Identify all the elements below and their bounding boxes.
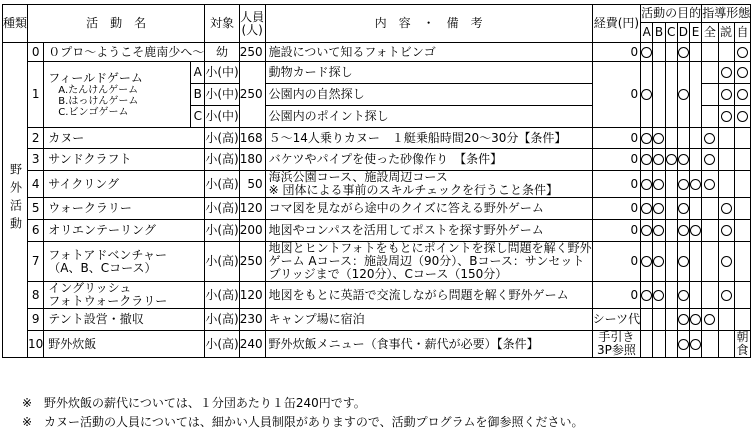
guidance-cell [702, 106, 718, 128]
purpose-col-b: B [653, 23, 665, 43]
activity-name: サンドクラフト [44, 149, 205, 171]
circle-mark-icon [704, 154, 715, 165]
purpose-cell [665, 62, 677, 128]
circle-mark-icon [653, 290, 664, 301]
purpose-cell [641, 331, 653, 358]
guidance-cell [734, 242, 750, 282]
row-number: 5 [28, 198, 44, 220]
sub-activity-a: A.たんけんゲーム [58, 84, 139, 96]
purpose-cell [653, 309, 665, 331]
activity-name: 野外炊飯 [44, 331, 205, 358]
content: 施設について知るフォトビンゴ [265, 43, 592, 62]
notes [22, 394, 583, 432]
activity-name: フィールドゲーム [48, 70, 143, 85]
purpose-cell [689, 128, 701, 149]
circle-mark-icon [721, 203, 732, 214]
circle-mark-icon [690, 179, 701, 190]
part-label: A [191, 62, 205, 84]
circle-mark-icon [678, 89, 689, 100]
people: 250 [239, 43, 265, 62]
guidance-cell [718, 171, 734, 198]
cost: 0 [592, 282, 641, 309]
guidance-cell [734, 198, 750, 220]
table-row [3, 331, 751, 358]
circle-mark-icon [704, 314, 715, 325]
circle-mark-icon [653, 203, 664, 214]
purpose-cell [653, 198, 665, 220]
people: 120 [239, 198, 265, 220]
circle-mark-icon [678, 256, 689, 267]
circle-mark-icon [666, 154, 677, 165]
purpose-cell [641, 128, 653, 149]
activity-table [2, 4, 751, 358]
activity-name-line2: （A、B、Cコース） [48, 260, 157, 275]
purpose-cell [677, 242, 689, 282]
target: 小(中) [205, 84, 239, 106]
row-number: 7 [28, 242, 44, 282]
circle-mark-icon [678, 203, 689, 214]
purpose-col-d: D [677, 23, 689, 43]
content-line: ブリッジまで（120分）、Cコース（150分） [268, 267, 508, 281]
table-row [3, 62, 751, 84]
guidance-cell [734, 220, 750, 242]
target: 小(高) [205, 282, 239, 309]
target: 小(高) [205, 198, 239, 220]
guidance-cell [702, 43, 718, 62]
row-number: 6 [28, 220, 44, 242]
circle-mark-icon [721, 256, 732, 267]
guidance-cell [734, 128, 750, 149]
purpose-cell [665, 242, 677, 282]
cost: 0 [592, 171, 641, 198]
purpose-cell [665, 171, 677, 198]
table-row [3, 242, 751, 282]
activity-name: イングリッシュ [48, 281, 132, 295]
circle-mark-icon [721, 225, 732, 236]
sub-activity-c: C.ビンゴゲーム [58, 106, 129, 118]
target: 小(高) [205, 242, 239, 282]
purpose-cell [665, 149, 677, 171]
activity-name: ウォークラリー [44, 198, 205, 220]
activity-name: サイクリング [44, 171, 205, 198]
purpose-cell [641, 282, 653, 309]
table-row [3, 43, 751, 62]
purpose-cell [641, 149, 653, 171]
part-label: C [191, 106, 205, 128]
circle-mark-icon [641, 256, 652, 267]
purpose-cell [641, 198, 653, 220]
note-line: ※ カヌー活動の人員については、細かい人員制限がありますので、活動プログラムを御参照ください。 [22, 415, 584, 429]
target: 小(中) [205, 62, 239, 84]
cost: 0 [592, 198, 641, 220]
guidance-col-all: 全 [702, 23, 718, 43]
guidance-cell [734, 62, 750, 84]
circle-mark-icon [641, 47, 652, 58]
row-number: 8 [28, 282, 44, 309]
circle-mark-icon [653, 225, 664, 236]
guidance-cell [718, 198, 734, 220]
circle-mark-icon [737, 89, 748, 100]
activity-name: ０プロ～ようこそ鹿南少へ～ [44, 43, 205, 62]
content: コマ図を見ながら途中のクイズに答える野外ゲーム [265, 198, 592, 220]
purpose-cell [689, 43, 701, 62]
circle-mark-icon [704, 133, 715, 144]
guidance-cell [702, 171, 718, 198]
category-label: 野外活動 [8, 162, 23, 235]
purpose-cell [665, 282, 677, 309]
circle-mark-icon [653, 179, 664, 190]
guidance-cell [734, 149, 750, 171]
purpose-cell [641, 62, 653, 128]
activity-name-cell [44, 62, 191, 128]
people: 250 [239, 242, 265, 282]
content-line: 地図とヒントフォトをもとにポイントを探し問題を解く野外 [268, 241, 592, 255]
circle-mark-icon [641, 89, 652, 100]
content: 公園内の自然探し [265, 84, 592, 106]
circle-mark-icon [641, 133, 652, 144]
purpose-cell [641, 220, 653, 242]
purpose-cell [689, 62, 701, 128]
activity-name-cell [44, 242, 205, 282]
header-activity-name: 活 動 名 [28, 5, 205, 43]
circle-mark-icon [721, 67, 732, 78]
purpose-col-e: E [689, 23, 701, 43]
circle-mark-icon [721, 111, 732, 122]
header-purpose: 活動の目的 [641, 5, 702, 23]
purpose-cell [689, 282, 701, 309]
table-row [3, 220, 751, 242]
activity-name: カヌー [44, 128, 205, 149]
table-row [3, 128, 751, 149]
purpose-cell [641, 171, 653, 198]
purpose-cell [689, 242, 701, 282]
circle-mark-icon [678, 339, 689, 350]
table-row [3, 171, 751, 198]
category-cell [3, 43, 28, 358]
target: 幼 [205, 43, 239, 62]
cost: 0 [592, 220, 641, 242]
row-number: 10 [28, 331, 44, 358]
guidance-cell [734, 282, 750, 309]
guidance-cell [718, 106, 734, 128]
guidance-cell [718, 282, 734, 309]
guidance-note: 朝食 [734, 331, 750, 358]
purpose-cell [689, 149, 701, 171]
circle-mark-icon [678, 225, 689, 236]
target: 小(高) [205, 331, 239, 358]
guidance-cell [734, 84, 750, 106]
guidance-cell [718, 242, 734, 282]
target: 小(高) [205, 171, 239, 198]
cost: 0 [592, 242, 641, 282]
people: 230 [239, 309, 265, 331]
sub-activity-b: B.はっけんゲーム [58, 95, 139, 107]
circle-mark-icon [653, 154, 664, 165]
circle-mark-icon [721, 89, 732, 100]
header-cost: 経費(円) [592, 5, 641, 43]
guidance-cell [718, 309, 734, 331]
guidance-cell [702, 149, 718, 171]
circle-mark-icon [678, 47, 689, 58]
content: 公園内のポイント探し [265, 106, 592, 128]
content: 動物カード探し [265, 62, 592, 84]
guidance-col-explain: 説 [718, 23, 734, 43]
content-cell [265, 242, 592, 282]
row-number: 0 [28, 43, 44, 62]
guidance-cell [718, 149, 734, 171]
purpose-cell [689, 220, 701, 242]
guidance-cell [718, 62, 734, 84]
header-category: 種類 [3, 5, 28, 43]
purpose-cell [665, 128, 677, 149]
guidance-cell [702, 84, 718, 106]
guidance-cell [734, 43, 750, 62]
purpose-cell [665, 43, 677, 62]
purpose-cell [677, 171, 689, 198]
guidance-cell [718, 43, 734, 62]
guidance-cell [718, 331, 734, 358]
part-label: B [191, 84, 205, 106]
circle-mark-icon [641, 290, 652, 301]
purpose-cell [653, 220, 665, 242]
purpose-cell [677, 128, 689, 149]
guidance-cell [734, 309, 750, 331]
guidance-col-self: 自 [734, 23, 750, 43]
circle-mark-icon [641, 225, 652, 236]
guidance-cell [702, 242, 718, 282]
header-target: 対象 [205, 5, 239, 43]
table-row [3, 198, 751, 220]
circle-mark-icon [690, 314, 701, 325]
circle-mark-icon [737, 67, 748, 78]
table-row [3, 309, 751, 331]
row-number: 3 [28, 149, 44, 171]
people: 168 [239, 128, 265, 149]
circle-mark-icon [690, 339, 701, 350]
circle-mark-icon [737, 47, 748, 58]
cost: 0 [592, 149, 641, 171]
purpose-col-c: C [665, 23, 677, 43]
cost: 0 [592, 43, 641, 62]
guidance-cell [718, 84, 734, 106]
purpose-cell [665, 309, 677, 331]
content-cell [265, 171, 592, 198]
people: 180 [239, 149, 265, 171]
purpose-cell [653, 242, 665, 282]
circle-mark-icon [690, 225, 701, 236]
circle-mark-icon [653, 256, 664, 267]
content-line: ※ 団体による事前のスキルチェックを行うこと条件】 [268, 183, 558, 197]
circle-mark-icon [678, 154, 689, 165]
purpose-cell [689, 198, 701, 220]
purpose-cell [689, 309, 701, 331]
purpose-cell [677, 62, 689, 128]
note-line: ※ 野外炊飯の薪代については、１分団あたり１缶240円です。 [22, 396, 366, 410]
purpose-cell [641, 309, 653, 331]
purpose-cell [641, 242, 653, 282]
guidance-cell [718, 128, 734, 149]
purpose-cell [653, 128, 665, 149]
circle-mark-icon [641, 179, 652, 190]
content: 地図をもとに英語で交流しながら問題を解く野外ゲーム [265, 282, 592, 309]
cost: 手引き3P参照 [592, 331, 641, 358]
content: キャンプ場に宿泊 [265, 309, 592, 331]
guidance-cell [702, 62, 718, 84]
guidance-cell [702, 309, 718, 331]
purpose-cell [677, 43, 689, 62]
purpose-cell [677, 309, 689, 331]
purpose-cell [653, 149, 665, 171]
guidance-cell [702, 331, 718, 358]
target: 小(中) [205, 106, 239, 128]
content: 野外炊飯メニュー（食事代・薪代が必要）【条件】 [265, 331, 592, 358]
activity-name-line2: フォトウォークラリー [48, 294, 168, 308]
row-number: 4 [28, 171, 44, 198]
header-people: 人員(人) [239, 5, 265, 43]
purpose-cell [677, 220, 689, 242]
row-number: 1 [28, 62, 44, 128]
people: 250 [239, 62, 265, 128]
guidance-cell [734, 106, 750, 128]
activity-name: フォトアドベンチャー [48, 247, 167, 262]
guidance-cell [702, 128, 718, 149]
circle-mark-icon [678, 179, 689, 190]
circle-mark-icon [704, 179, 715, 190]
purpose-cell [677, 282, 689, 309]
purpose-cell [665, 220, 677, 242]
target: 小(高) [205, 149, 239, 171]
circle-mark-icon [737, 111, 748, 122]
purpose-cell [653, 62, 665, 128]
content: ５～14人乗りカヌー １艇乗船時間20～30分【条件】 [265, 128, 592, 149]
purpose-cell [653, 171, 665, 198]
cost: 0 [592, 62, 641, 128]
activity-name: テント設営・撤収 [44, 309, 205, 331]
purpose-cell [677, 198, 689, 220]
guidance-cell [702, 198, 718, 220]
circle-mark-icon [641, 154, 652, 165]
activity-name: オリエンテーリング [44, 220, 205, 242]
purpose-col-a: A [641, 23, 653, 43]
purpose-cell [689, 331, 701, 358]
purpose-cell [641, 43, 653, 62]
cost: 0 [592, 128, 641, 149]
table-row [3, 282, 751, 309]
purpose-cell [653, 331, 665, 358]
people: 50 [239, 171, 265, 198]
content-line: 海浜公園コース、施設周辺コース [268, 170, 448, 184]
purpose-cell [665, 198, 677, 220]
row-number: 2 [28, 128, 44, 149]
people: 200 [239, 220, 265, 242]
circle-mark-icon [641, 203, 652, 214]
guidance-cell [718, 220, 734, 242]
table-row [3, 149, 751, 171]
header-content: 内 容 ・ 備 考 [265, 5, 592, 43]
purpose-cell [653, 282, 665, 309]
people: 240 [239, 331, 265, 358]
target: 小(高) [205, 309, 239, 331]
guidance-cell [702, 220, 718, 242]
purpose-cell [665, 331, 677, 358]
guidance-cell [702, 282, 718, 309]
guidance-cell [734, 171, 750, 198]
content: バケツやパイプを使った砂像作り 【条件】 [265, 149, 592, 171]
row-number: 9 [28, 309, 44, 331]
activity-name-cell [44, 282, 205, 309]
target: 小(高) [205, 220, 239, 242]
target: 小(高) [205, 128, 239, 149]
circle-mark-icon [721, 290, 732, 301]
purpose-cell [677, 149, 689, 171]
purpose-cell [677, 331, 689, 358]
content: 地図やコンパスを活用してポストを探す野外ゲーム [265, 220, 592, 242]
people: 120 [239, 282, 265, 309]
circle-mark-icon [653, 133, 664, 144]
cost: シーツ代 [592, 309, 641, 331]
purpose-cell [653, 43, 665, 62]
circle-mark-icon [678, 314, 689, 325]
circle-mark-icon [678, 290, 689, 301]
header-guidance: 指導形態 [702, 5, 751, 23]
content-line: ゲーム Aコース：施設周辺（90分）、Bコース：サンセット [268, 254, 585, 268]
purpose-cell [689, 171, 701, 198]
